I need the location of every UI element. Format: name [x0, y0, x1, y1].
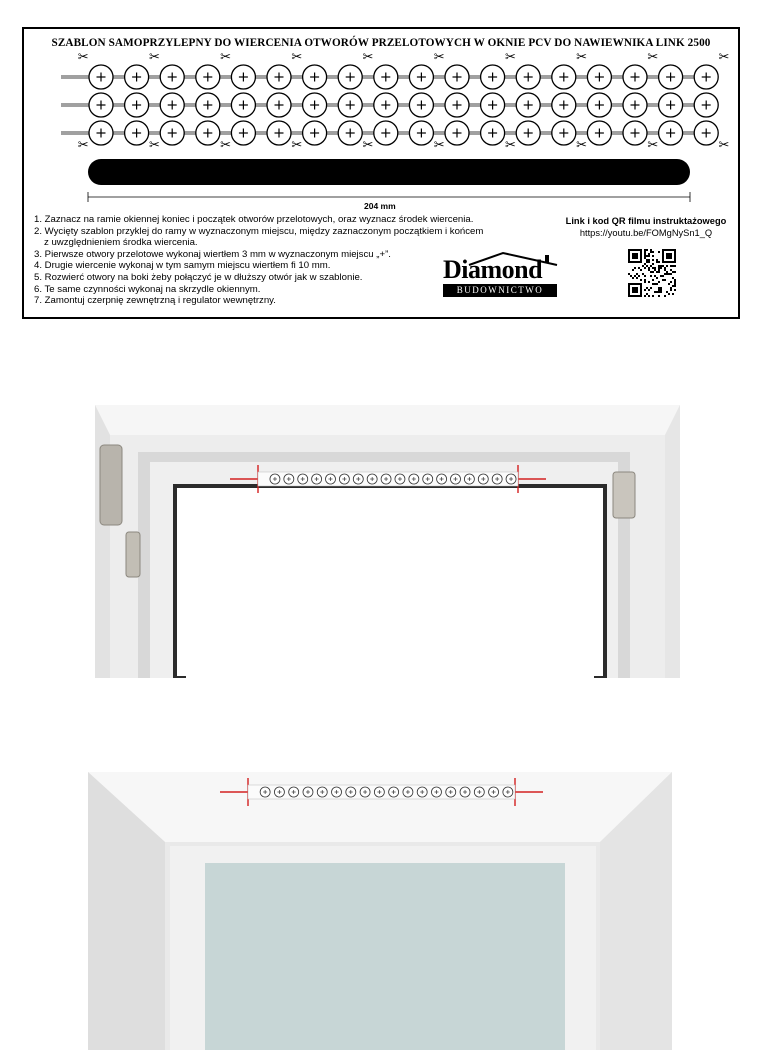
drill-hole-icon: [125, 65, 149, 89]
drill-hole-icon: [196, 65, 220, 89]
scissors-icon: ✂: [433, 138, 445, 153]
cut-out-slot: [88, 159, 690, 185]
step-7: 7. Zamontuj czerpnię zewnętrzną i regulator wewnętrzny.: [34, 295, 276, 307]
logo-subtitle: BUDOWNICTWO: [443, 284, 557, 297]
drill-hole-icon: [267, 121, 291, 145]
drill-hole-icon: [338, 93, 362, 117]
scissors-icon: ✂: [504, 138, 516, 153]
drill-hole-icon: [125, 121, 149, 145]
drill-hole-icon: [694, 93, 718, 117]
scissors-icon: ✂: [718, 138, 730, 153]
scissors-icon: ✂: [220, 50, 232, 65]
scissors-icon: ✂: [148, 50, 160, 65]
drill-hole-icon: [587, 93, 611, 117]
drill-hole-icon: [409, 65, 433, 89]
drill-hole-icon: [659, 65, 683, 89]
step-3: 3. Pierwsze otwory przelotowe wykonaj wiertłem 3 mm w wyznaczonym miejscu „+”.: [34, 248, 391, 260]
drill-hole-icon: [160, 93, 184, 117]
drill-hole-icon: [516, 65, 540, 89]
instruction-steps: [34, 214, 483, 307]
drill-hole-icon: [409, 121, 433, 145]
video-link[interactable]: https://youtu.be/FOMgNySn1_Q: [579, 228, 713, 238]
scissors-icon: ✂: [362, 138, 374, 153]
step-1: 1. Zaznacz na ramie okiennej koniec i początek otworów przelotowych, oraz wyznacz środek wiercenia.: [34, 214, 474, 225]
drill-hole-icon: [694, 65, 718, 89]
photo-template-on-sash: [0, 760, 761, 1050]
drill-hole-icon: [409, 93, 433, 117]
drill-hole-icon: [374, 121, 398, 145]
drill-hole-icon: [196, 121, 220, 145]
drill-hole-icon: [338, 65, 362, 89]
logo-name: Diamond: [443, 255, 543, 284]
drill-hole-icon: [231, 121, 255, 145]
scissors-icon: ✂: [718, 50, 730, 65]
drill-hole-icon: [445, 121, 469, 145]
scissors-icon: ✂: [504, 50, 516, 65]
drill-hole-icon: [552, 93, 576, 117]
scissors-icon: ✂: [576, 138, 588, 153]
drill-hole-icon: [623, 121, 647, 145]
drill-hole-icon: [231, 65, 255, 89]
photo-template-on-frame: [0, 390, 761, 678]
drill-hole-icon: [89, 65, 113, 89]
drill-hole-icon: [231, 93, 255, 117]
drill-hole-icon: [374, 93, 398, 117]
drill-hole-icon: [445, 65, 469, 89]
scissors-icon: ✂: [362, 50, 374, 65]
scissors-icon: ✂: [647, 50, 659, 65]
drill-hole-icon: [623, 65, 647, 89]
scissors-icon: ✂: [148, 138, 160, 153]
drill-hole-icon: [89, 93, 113, 117]
step-5: 5. Rozwierć otwory na boki żeby połączyć je w dłuższy otwór jak w szablonie.: [34, 271, 363, 283]
step-2-continued: z uwzględnieniem środka wiercenia.: [44, 237, 198, 249]
drill-hole-icon: [516, 121, 540, 145]
drill-hole-icon: [587, 121, 611, 145]
window-sash-photo: [0, 760, 761, 1050]
drill-hole-icon: [267, 65, 291, 89]
drill-hole-icon: [267, 93, 291, 117]
drill-hole-icon: [303, 65, 327, 89]
drill-hole-icon: [160, 65, 184, 89]
video-title: Link i kod QR filmu instruktażowego: [565, 216, 727, 226]
drill-hole-icon: [516, 93, 540, 117]
drill-hole-icon: [196, 93, 220, 117]
scissors-icon: ✂: [291, 138, 303, 153]
drill-hole-icon: [481, 65, 505, 89]
scissors-icon: ✂: [576, 50, 588, 65]
drill-hole-icon: [338, 121, 362, 145]
qr-code-icon[interactable]: [628, 249, 676, 297]
scissors-icon: ✂: [647, 138, 659, 153]
drilling-template: [22, 27, 740, 319]
scissors-icon: ✂: [433, 50, 445, 65]
window-frame-photo: [0, 390, 761, 678]
drill-hole-icon: [445, 93, 469, 117]
step-2: 2. Wycięty szablon przyklej do ramy w wyznaczonym miejscu, między zaznaczonym początkiem i końcem: [34, 225, 484, 237]
template-title: SZABLON SAMOPRZYLEPNY DO WIERCENIA OTWORÓW PRZELOTOWYCH W OKNIE PCV DO NAWIEWNIKA LINK 2500: [51, 37, 711, 49]
step-4: 4. Drugie wiercenie wykonaj w tym samym miejscu wiertłem fi 10 mm.: [34, 260, 331, 272]
drill-hole-icon: [303, 93, 327, 117]
width-label: 204 mm: [364, 201, 396, 211]
scissors-icon: ✂: [220, 138, 232, 153]
drill-hole-icon: [623, 93, 647, 117]
diamond-logo: [439, 251, 561, 299]
drill-hole-icon: [303, 121, 327, 145]
drill-hole-icon: [659, 93, 683, 117]
drill-hole-icon: [552, 121, 576, 145]
drill-hole-icon: [89, 121, 113, 145]
scissors-icon: ✂: [77, 50, 89, 65]
drill-hole-icon: [160, 121, 184, 145]
scissors-icon: ✂: [77, 138, 89, 153]
drill-hole-icon: [694, 121, 718, 145]
hole-grid: [24, 29, 738, 209]
drill-hole-icon: [125, 93, 149, 117]
drill-hole-icon: [587, 65, 611, 89]
drill-hole-icon: [659, 121, 683, 145]
step-6: 6. Te same czynności wykonaj na skrzydle okiennym.: [34, 283, 261, 295]
scissors-icon: ✂: [291, 50, 303, 65]
drill-hole-icon: [552, 65, 576, 89]
drill-hole-icon: [374, 65, 398, 89]
drill-hole-icon: [481, 121, 505, 145]
drill-hole-icon: [481, 93, 505, 117]
